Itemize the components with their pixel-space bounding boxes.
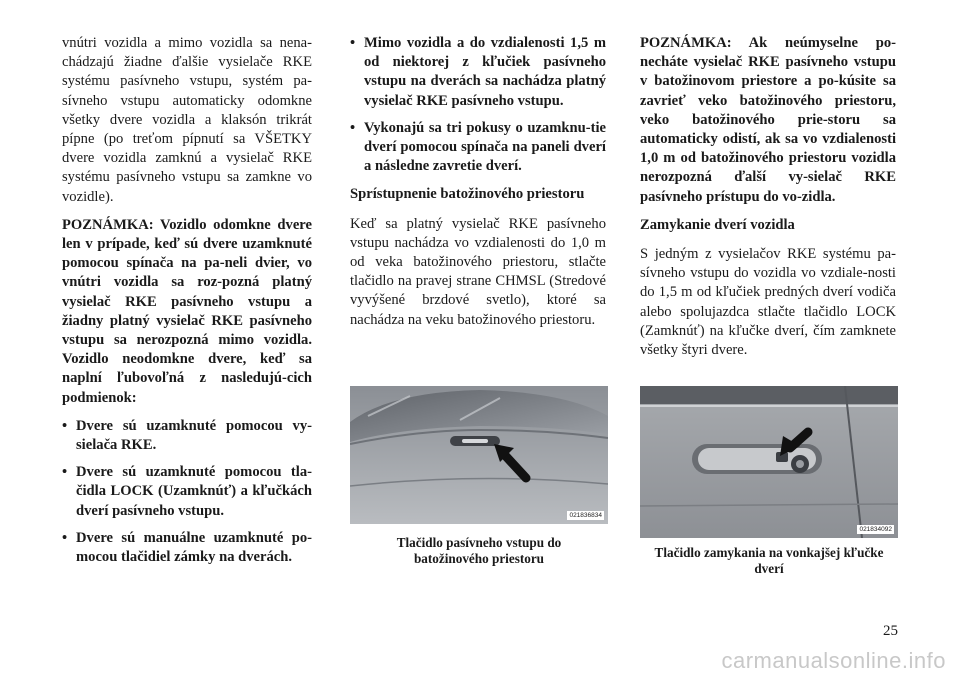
trunk-illustration (350, 386, 608, 524)
condition-list (350, 34, 606, 176)
figure-caption: Tlačidlo pasívneho vstupu do batožinového priestoru (396, 535, 562, 566)
paragraph: S jedným z vysielačov RKE systému pa-sívneho vstupu do vozidla vo vzdiale-nosti do 1,5 m od kľučiek predných dverí vodiča alebo spolujazdca stlačte tlačidlo LOCK (Zamknúť) na kľučke dverí, čím zamknete všetky štyri dvere. (640, 246, 896, 359)
door-handle-illustration (640, 386, 898, 538)
list-item: • Dvere sú manuálne uzamknuté po-mocou tlačidiel zámky na dverách. (62, 529, 312, 567)
watermark[interactable]: carmanualsonline.info (721, 648, 946, 673)
figure-id: 021836834 (569, 512, 602, 519)
note-paragraph: POZNÁMKA: Vozidlo odomkne dvere len v prípade, keď sú dvere uzamknuté pomocou spínača na pa-neli dvier, vo vnútri vozidla sa roz-pozná platný vysielač RKE pasívneho vstupu a žiadny platný vysielač RKE pasívneho vstupu sa nerozpozná mimo vozidla. Vozidlo neodomkne dvere, keď sa naplní ľubovoľná z nasledujú-cich podmienok: (62, 216, 312, 406)
figure-id: 021834092 (859, 526, 892, 533)
list-item: • Vykonajú sa tri pokusy o uzamknu-tie dverí pomocou spínača na paneli dverí a následne zavretie dverí. (350, 119, 606, 177)
section-heading: Zamykanie dverí vozidla (640, 216, 795, 233)
page-number: 25 (883, 623, 898, 639)
figure-caption: Tlačidlo zamykania na vonkajšej kľučke dverí (654, 545, 884, 576)
section-heading: Sprístupnenie batožinového priestoru (350, 186, 585, 203)
paragraph: Keď sa platný vysielač RKE pasívneho vstupu nachádza vo vzdialenosti do 1,0 m od veka batožinového priestoru, stlačte tlačidlo na pravej strane CHMSL (Stredové vyvýšené brzdové svetlo), ktoré sa nachádza na veku batožinového priestoru. (350, 215, 606, 328)
note-paragraph: POZNÁMKA: Ak neúmyselne po-necháte vysielač RKE pasívneho vstupu v batožinovom priestore a po-kúsite sa zavrieť veko batožinového priestoru, veko batožinového prie-storu sa automaticky odistí, ak sa vo vzdialenosti 1,0 m od batožinového priestoru vozidla nerozpozná ďalší vy-sielač RKE pasívneho prístupu do vo-zidla. (640, 35, 896, 205)
list-item: • Mimo vozidla a do vzdialenosti 1,5 m od niektorej z kľučiek pasívneho vstupu na dverách sa nachádza platný vysielač RKE pasívneho vstupu. (350, 34, 606, 111)
list-item: • Dvere sú uzamknuté pomocou vy-sielača RKE. (62, 417, 312, 455)
right-column (640, 34, 896, 369)
left-column (62, 34, 312, 576)
condition-list (62, 417, 312, 567)
door-handle-figure (640, 386, 898, 538)
paragraph: vnútri vozidla a mimo vozidla sa nena-chádzajú žiadne ďalšie vysielače RKE systému pasívneho vstupu, systém pa-sívneho vstupu automaticky odomkne všetky dvere vozidla a klaksón trikrát pípne (po treťom pípnutí sa VŠETKY dvere vozidla zamknú a vysielač RKE systému pasívneho vstupu sa zamkne vo vozidle). (62, 35, 312, 205)
list-item: • Dvere sú uzamknuté pomocou tla-čidla LOCK (Uzamknúť) a kľučkách dverí pasívneho vstupu. (62, 463, 312, 521)
trunk-figure (350, 386, 608, 524)
middle-column (350, 34, 606, 339)
